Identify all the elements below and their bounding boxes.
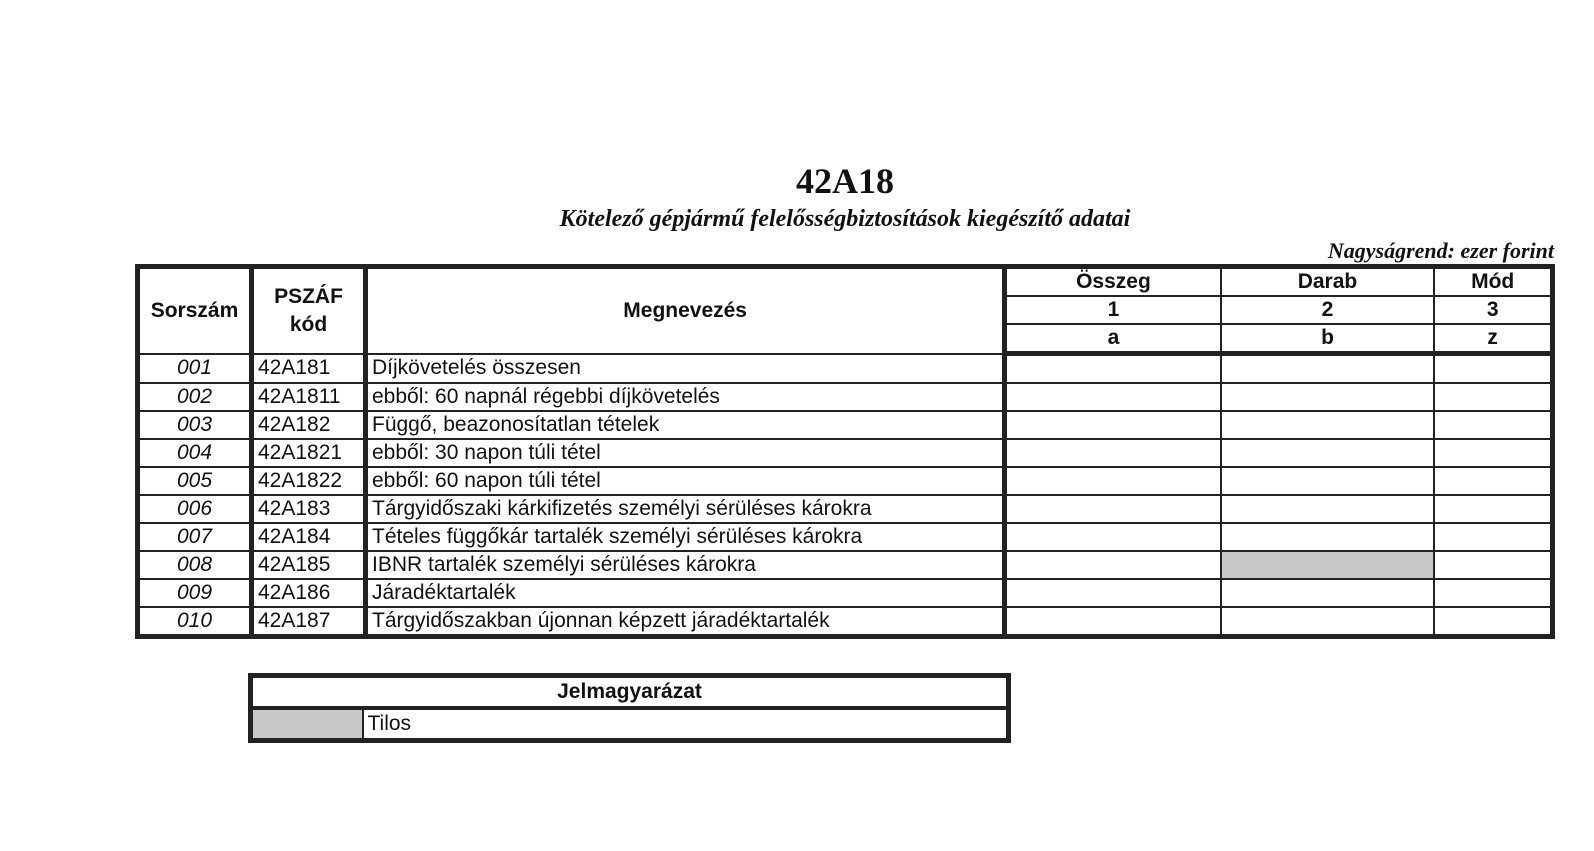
cell-osszeg[interactable] <box>1005 551 1221 579</box>
row-kod: 42A187 <box>252 607 366 637</box>
row-sorszam: 006 <box>138 495 252 523</box>
table-row <box>138 467 1553 495</box>
row-kod: 42A182 <box>252 411 366 439</box>
table-row <box>138 411 1553 439</box>
row-megnevezes: Tárgyidőszaki kárkifizetés személyi sérüléses károkra <box>366 495 1005 523</box>
cell-mod[interactable] <box>1434 467 1552 495</box>
cell-darab[interactable] <box>1221 607 1435 637</box>
table-row <box>138 383 1553 411</box>
cell-mod[interactable] <box>1434 495 1552 523</box>
cell-osszeg[interactable] <box>1005 579 1221 607</box>
cell-darab[interactable] <box>1221 354 1435 384</box>
row-kod: 42A185 <box>252 551 366 579</box>
cell-mod[interactable] <box>1434 551 1552 579</box>
row-kod: 42A186 <box>252 579 366 607</box>
cell-osszeg[interactable] <box>1005 607 1221 637</box>
row-sorszam: 002 <box>138 383 252 411</box>
row-sorszam: 001 <box>138 354 252 384</box>
row-kod: 42A183 <box>252 495 366 523</box>
unit-note: Nagyságrend: ezer forint <box>1327 238 1554 263</box>
row-sorszam: 004 <box>138 439 252 467</box>
cell-darab[interactable] <box>1221 439 1435 467</box>
table-row <box>138 523 1553 551</box>
cell-mod[interactable] <box>1434 354 1552 384</box>
row-sorszam: 009 <box>138 579 252 607</box>
cell-darab[interactable] <box>1221 579 1435 607</box>
cell-darab-forbidden <box>1221 551 1435 579</box>
cell-osszeg[interactable] <box>1005 495 1221 523</box>
cell-darab[interactable] <box>1221 523 1435 551</box>
table-row <box>138 551 1553 579</box>
cell-darab[interactable] <box>1221 467 1435 495</box>
cell-mod[interactable] <box>1434 579 1552 607</box>
row-kod: 42A184 <box>252 523 366 551</box>
row-kod: 42A1811 <box>252 383 366 411</box>
cell-darab[interactable] <box>1221 383 1435 411</box>
table-row <box>138 439 1553 467</box>
header-osszeg: Összeg <box>1005 267 1221 297</box>
cell-mod[interactable] <box>1434 411 1552 439</box>
row-megnevezes: Tárgyidőszakban újonnan képzett járadéktartalék <box>366 607 1005 637</box>
row-megnevezes: ebből: 30 napon túli tétel <box>366 439 1005 467</box>
header-mod: Mód <box>1434 267 1552 297</box>
header-letter-a: a <box>1005 324 1221 354</box>
header-num-1: 1 <box>1005 296 1221 324</box>
legend-forbidden-label: Tilos <box>363 708 1009 741</box>
row-kod: 42A1821 <box>252 439 366 467</box>
data-table <box>135 264 1555 639</box>
header-pszaf-kod: PSZÁF kód <box>252 267 366 354</box>
header-darab: Darab <box>1221 267 1435 297</box>
header-letter-b: b <box>1221 324 1435 354</box>
row-megnevezes: IBNR tartalék személyi sérüléses károkra <box>366 551 1005 579</box>
row-sorszam: 003 <box>138 411 252 439</box>
cell-mod[interactable] <box>1434 439 1552 467</box>
header-num-2: 2 <box>1221 296 1435 324</box>
row-sorszam: 008 <box>138 551 252 579</box>
cell-osszeg[interactable] <box>1005 467 1221 495</box>
header-sorszam: Sorszám <box>138 267 252 354</box>
legend-table <box>248 673 1011 743</box>
legend-forbidden-swatch <box>251 708 363 741</box>
header-letter-z: z <box>1434 324 1552 354</box>
row-megnevezes: Díjkövetelés összesen <box>366 354 1005 384</box>
cell-osszeg[interactable] <box>1005 383 1221 411</box>
cell-mod[interactable] <box>1434 383 1552 411</box>
cell-osszeg[interactable] <box>1005 354 1221 384</box>
legend-title: Jelmagyarázat <box>251 676 1009 709</box>
cell-osszeg[interactable] <box>1005 439 1221 467</box>
row-megnevezes: ebből: 60 napnál régebbi díjkövetelés <box>366 383 1005 411</box>
cell-darab[interactable] <box>1221 495 1435 523</box>
cell-darab[interactable] <box>1221 411 1435 439</box>
row-megnevezes: Tételes függőkár tartalék személyi sérüléses károkra <box>366 523 1005 551</box>
row-sorszam: 007 <box>138 523 252 551</box>
row-kod: 42A1822 <box>252 467 366 495</box>
row-sorszam: 010 <box>138 607 252 637</box>
row-megnevezes: ebből: 60 napon túli tétel <box>366 467 1005 495</box>
form-code-title: 42A18 <box>796 161 894 201</box>
cell-osszeg[interactable] <box>1005 523 1221 551</box>
table-row <box>138 495 1553 523</box>
table-row <box>138 607 1553 637</box>
cell-mod[interactable] <box>1434 607 1552 637</box>
row-megnevezes: Járadéktartalék <box>366 579 1005 607</box>
header-megnevezes: Megnevezés <box>366 267 1005 354</box>
row-megnevezes: Függő, beazonosítatlan tételek <box>366 411 1005 439</box>
header-num-3: 3 <box>1434 296 1552 324</box>
row-kod: 42A181 <box>252 354 366 384</box>
row-sorszam: 005 <box>138 467 252 495</box>
table-row <box>138 354 1553 384</box>
form-subtitle: Kötelező gépjármű felelősségbiztosítások kiegészítő adatai <box>559 206 1131 232</box>
cell-mod[interactable] <box>1434 523 1552 551</box>
table-row <box>138 579 1553 607</box>
cell-osszeg[interactable] <box>1005 411 1221 439</box>
